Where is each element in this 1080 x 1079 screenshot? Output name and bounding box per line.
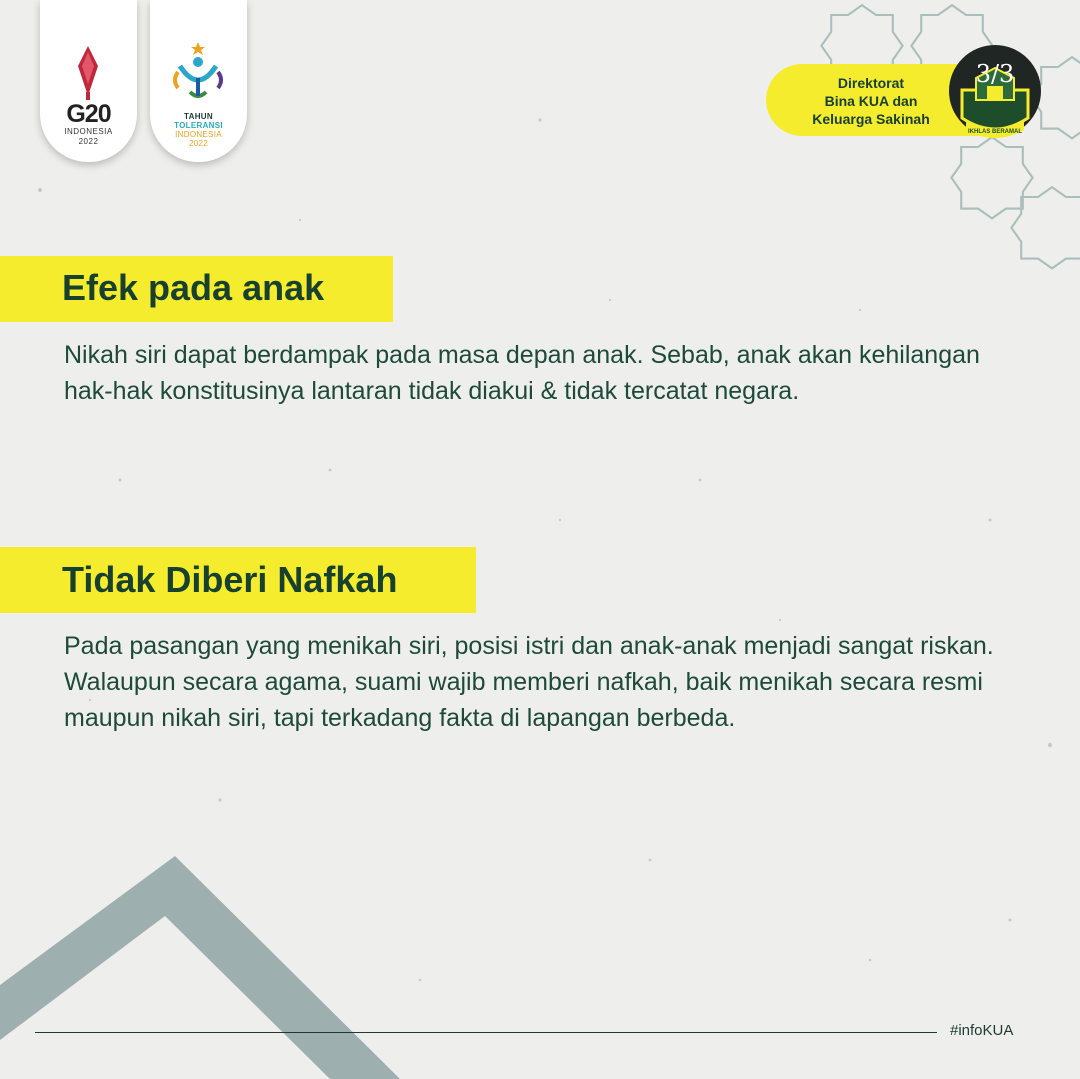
tahun-toleransi-logo: [150, 0, 247, 162]
g20-indonesia-logo: [40, 0, 137, 162]
chevron-decoration: [0, 850, 400, 1079]
section-heading-box: [0, 256, 393, 322]
footer-hashtag: #infoKUA: [950, 1022, 1014, 1039]
directorate-name: [786, 74, 956, 128]
section-body-no-support: Pada pasangan yang menikah siri, posisi istri dan anak-anak menjadi sangat riskan. Walaupun secara agama, suami wajib memberi nafkah, baik menikah secara resmi maupun nikah siri, tapi terkadang fakta di lapangan berbeda.: [64, 632, 994, 732]
section-body-effect-on-child: Nikah siri dapat berdampak pada masa depan anak. Sebab, anak akan kehilangan hak-hak konstitusinya lantaran tidak diakui & tidak tercatat negara.: [64, 341, 980, 405]
g20-title: G20: [66, 100, 111, 128]
section-heading-no-support: Tidak Diberi Nafkah: [62, 559, 398, 600]
year-label: 2022: [189, 139, 208, 148]
g20-country: INDONESIA: [64, 127, 113, 136]
directorate-line-2: Bina KUA dan: [824, 93, 918, 109]
page-indicator: 3/3: [975, 60, 1015, 88]
tahun-label: TAHUN: [184, 112, 213, 121]
toleransi-figures-icon: [150, 0, 247, 110]
g20-ornament-icon: [40, 0, 137, 100]
emblem-motto: IKHLAS BERAMAL: [968, 129, 1022, 135]
section-heading-effect-on-child: Efek pada anak: [62, 267, 325, 308]
directorate-line-1: Direktorat: [837, 75, 905, 91]
indonesia-label: INDONESIA: [175, 130, 222, 139]
section-heading-box: [0, 547, 476, 613]
footer-divider: [35, 1032, 937, 1033]
toleransi-label: TOLERANSI: [174, 121, 223, 130]
directorate-line-3: Keluarga Sakinah: [812, 111, 930, 127]
g20-year: 2022: [78, 137, 99, 146]
